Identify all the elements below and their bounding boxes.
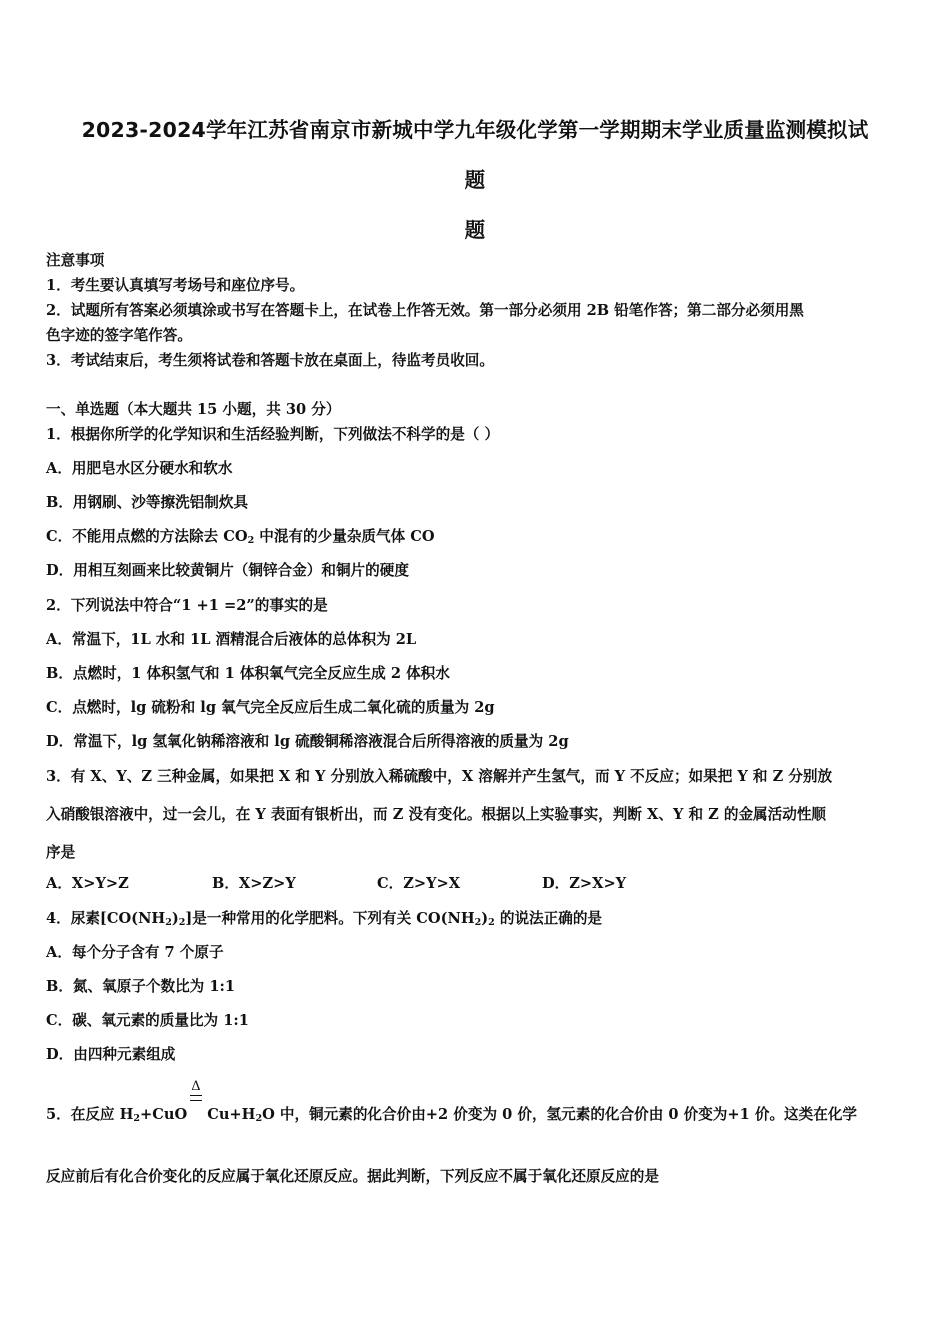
q4-stem: 4．尿素$[CO(NH_2)_2]$是一种常用的化学肥料。下列有关 $CO(NH_2)_2$ 的说法正确的是 bbox=[46, 910, 603, 928]
q1-stem: 1．根据你所学的化学知识和生活经验判断，下列做法不科学的是（ ） bbox=[46, 426, 500, 443]
q2-option-b: B．点燃时，1 体积氢气和 1 体积氧气完全反应生成 2 体积水 bbox=[46, 665, 450, 682]
notice-item-1: 1．考生要认真填写考场号和座位序号。 bbox=[46, 277, 305, 294]
q1-option-b: B．用钢刷、沙等擦洗铝制炊具 bbox=[46, 494, 249, 511]
q3-stem-line-2: 入硝酸银溶液中，过一会儿，在 Y 表面有银析出，而 Z 没有变化。根据以上实验事实，判断 X、Y 和 Z 的金属活动性顺 bbox=[46, 806, 827, 823]
notice-item-2: 2．试题所有答案必须填涂或书写在答题卡上，在试卷上作答无效。第一部分必须用 2B 铅笔作答；第二部分必须用黑 bbox=[46, 302, 804, 319]
q4-option-b: B．氮、氧原子个数比为 1:1 bbox=[46, 978, 236, 995]
q1-option-d: D．用相互刻画来比较黄铜片（铜锌合金）和铜片的硬度 bbox=[46, 562, 409, 579]
heat-condition-symbol: Δ bbox=[191, 1079, 201, 1094]
q3-stem-line-1: 3．有 X、Y、Z 三种金属，如果把 X 和 Y 分别放入稀硫酸中，X 溶解并产生氢气，而 Y 不反应；如果把 Y 和 Z 分别放 bbox=[46, 768, 833, 785]
q4-option-a: A．每个分子含有 7 个原子 bbox=[46, 944, 224, 961]
q1-option-c: C．不能用点燃的方法除去 $CO_2$ 中混有的少量杂质气体 CO bbox=[46, 528, 435, 546]
q4-option-c: C．碳、氧元素的质量比为 1:1 bbox=[46, 1012, 249, 1029]
exam-title-line-1: 2023-2024学年江苏省南京市新城中学九年级化学第一学期期末学业质量监测模拟试 bbox=[81, 118, 869, 142]
q5-stem-line-2: 反应前后有化合价变化的反应属于氧化还原反应。据此判断，下列反应不属于氧化还原反应的是 bbox=[46, 1168, 659, 1185]
q3-option-c: C．Z>Y>X bbox=[377, 875, 461, 892]
notice-item-2-cont: 色字迹的签字笔作答。 bbox=[46, 327, 192, 344]
q5-stem-line-1: 5．在反应 $H_2+CuO$ $Cu+H_2O$ 中，铜元素的化合价由+2 价变为 0 价，氢元素的化合价由 0 价变为+1 价。这类在化学 bbox=[46, 1106, 858, 1124]
q2-option-c: C．点燃时，lg 硫粉和 lg 氧气完全反应后生成二氧化硫的质量为 2g bbox=[46, 699, 495, 716]
q3-stem-line-3: 序是 bbox=[46, 844, 76, 861]
reaction-equals-sign bbox=[190, 1095, 202, 1101]
q2-stem: 2．下列说法中符合“1 +1 =2”的事实的是 bbox=[46, 597, 328, 614]
q4-option-d: D．由四种元素组成 bbox=[46, 1046, 176, 1063]
q3-option-a: A．X>Y>Z bbox=[46, 875, 129, 892]
q2-option-d: D．常温下，lg 氢氧化钠稀溶液和 lg 硫酸铜稀溶液混合后所得溶液的质量为 2g bbox=[46, 733, 569, 750]
q1-option-a: A．用肥皂水区分硬水和软水 bbox=[46, 460, 233, 477]
notice-heading: 注意事项 bbox=[46, 252, 105, 269]
q3-option-b: B．X>Z>Y bbox=[212, 875, 296, 892]
section-heading: 一、单选题（本大题共 15 小题，共 30 分） bbox=[46, 401, 341, 418]
q2-option-a: A．常温下，1L 水和 1L 酒精混合后液体的总体积为 2L bbox=[46, 631, 417, 648]
notice-item-3: 3．考试结束后，考生须将试卷和答题卡放在桌面上，待监考员收回。 bbox=[46, 352, 494, 369]
exam-title-line-3: 题 bbox=[464, 218, 486, 242]
exam-title-line-2: 题 bbox=[464, 168, 486, 192]
q3-option-d: D．Z>X>Y bbox=[542, 875, 627, 892]
